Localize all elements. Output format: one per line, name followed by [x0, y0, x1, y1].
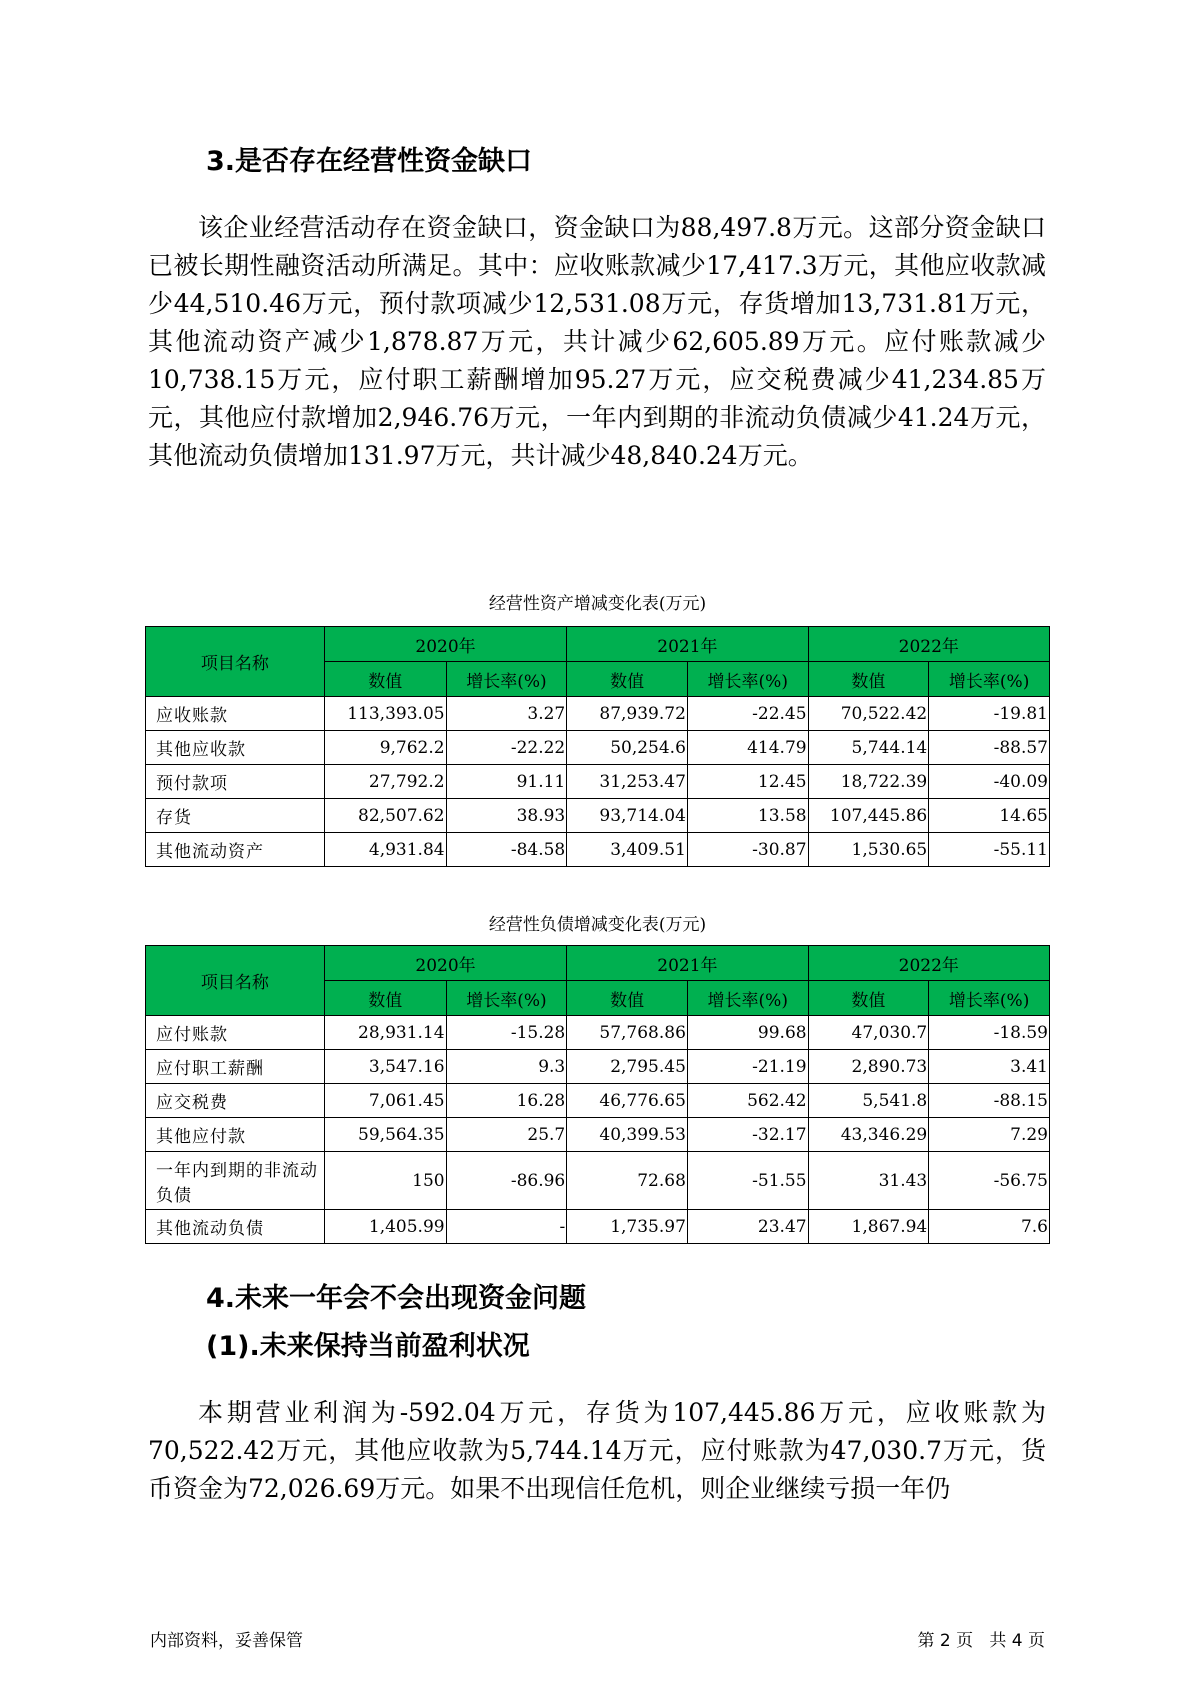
row-label: 应付账款	[146, 1016, 325, 1050]
liabilities-table-caption: 经营性负债增减变化表(万元)	[488, 915, 707, 935]
value-header: 数值	[567, 981, 688, 1016]
row-label: 其他应付款	[146, 1118, 325, 1152]
growth-cell: 91.11	[446, 765, 567, 799]
value-cell: 40,399.53	[567, 1118, 688, 1152]
row-label: 应交税费	[146, 1084, 325, 1118]
value-cell: 72.68	[567, 1152, 688, 1210]
value-cell: 5,541.8	[808, 1084, 929, 1118]
growth-cell: 562.42	[687, 1084, 808, 1118]
value-cell: 2,795.45	[567, 1050, 688, 1084]
growth-cell: -51.55	[687, 1152, 808, 1210]
growth-cell: -88.15	[929, 1084, 1050, 1118]
page-prefix: 第	[917, 1631, 935, 1651]
row-label: 预付款项	[146, 765, 325, 799]
value-header: 数值	[808, 662, 929, 697]
growth-header: 增长率(%)	[687, 662, 808, 697]
row-label: 应收账款	[146, 697, 325, 731]
value-cell: 107,445.86	[808, 799, 929, 833]
row-label: 其他流动负债	[146, 1210, 325, 1244]
value-cell: 27,792.2	[324, 765, 446, 799]
year-header: 2021年	[567, 946, 808, 981]
value-cell: 43,346.29	[808, 1118, 929, 1152]
growth-cell: -40.09	[929, 765, 1050, 799]
value-cell: 150	[324, 1152, 446, 1210]
growth-cell: 3.27	[446, 697, 567, 731]
section-4-subheading: (1).未来保持当前盈利状况	[206, 1331, 530, 1362]
growth-cell: -22.22	[446, 731, 567, 765]
value-cell: 93,714.04	[567, 799, 688, 833]
growth-cell: 7.29	[929, 1118, 1050, 1152]
growth-cell: 9.3	[446, 1050, 567, 1084]
table-row	[146, 1084, 1050, 1118]
assets-table-caption: 经营性资产增减变化表(万元)	[488, 594, 707, 614]
value-cell: 50,254.6	[567, 731, 688, 765]
year-header: 2022年	[808, 946, 1049, 981]
section-4-heading: 4.未来一年会不会出现资金问题	[206, 1283, 587, 1314]
page-suffix: 页	[1028, 1631, 1045, 1651]
growth-cell: -18.59	[929, 1016, 1050, 1050]
value-cell: 18,722.39	[808, 765, 929, 799]
table-header-row	[146, 627, 1050, 662]
growth-cell: -30.87	[687, 833, 808, 867]
growth-cell: -86.96	[446, 1152, 567, 1210]
growth-header: 增长率(%)	[446, 662, 567, 697]
section-4-paragraph: 本期营业利润为-592.04万元，存货为107,445.86万元，应收账款为70,522.42万元，其他应收款为5,744.14万元，应付账款为47,030.7万元，货币资金为72,026.69万元。如果不出现信任危机，则企业继续亏损一年仍	[148, 1398, 1046, 1503]
table-row	[146, 697, 1050, 731]
value-cell: 3,409.51	[567, 833, 688, 867]
growth-cell: 99.68	[687, 1016, 808, 1050]
page-mid: 页 共	[956, 1631, 1007, 1651]
value-header: 数值	[324, 662, 446, 697]
value-cell: 3,547.16	[324, 1050, 446, 1084]
growth-cell: -19.81	[929, 697, 1050, 731]
growth-cell: 38.93	[446, 799, 567, 833]
value-cell: 5,744.14	[808, 731, 929, 765]
table-row	[146, 799, 1050, 833]
year-header: 2020年	[324, 946, 566, 981]
growth-header: 增长率(%)	[687, 981, 808, 1016]
growth-cell: -32.17	[687, 1118, 808, 1152]
page-total: 4	[1011, 1631, 1023, 1651]
footer-confidential-note: 内部资料，妥善保管	[150, 1631, 303, 1651]
growth-cell: -15.28	[446, 1016, 567, 1050]
value-cell: 1,735.97	[567, 1210, 688, 1244]
section-3-heading: 3.是否存在经营性资金缺口	[206, 146, 533, 177]
value-cell: 4,931.84	[324, 833, 446, 867]
value-cell: 46,776.65	[567, 1084, 688, 1118]
item-name-header: 项目名称	[146, 946, 325, 1016]
operating-liabilities-table	[145, 945, 1050, 1244]
row-label: 一年内到期的非流动负债	[146, 1152, 325, 1210]
growth-cell: 14.65	[929, 799, 1050, 833]
growth-cell: -21.19	[687, 1050, 808, 1084]
value-cell: 31,253.47	[567, 765, 688, 799]
growth-cell: 3.41	[929, 1050, 1050, 1084]
growth-cell: 414.79	[687, 731, 808, 765]
value-cell: 87,939.72	[567, 697, 688, 731]
row-label: 应付职工薪酬	[146, 1050, 325, 1084]
table-row	[146, 731, 1050, 765]
growth-header: 增长率(%)	[446, 981, 567, 1016]
growth-cell: 16.28	[446, 1084, 567, 1118]
value-header: 数值	[324, 981, 446, 1016]
value-cell: 1,405.99	[324, 1210, 446, 1244]
table-row	[146, 833, 1050, 867]
growth-cell: -22.45	[687, 697, 808, 731]
year-header: 2022年	[808, 627, 1049, 662]
year-header: 2020年	[324, 627, 566, 662]
growth-header: 增长率(%)	[929, 662, 1050, 697]
growth-cell: -55.11	[929, 833, 1050, 867]
growth-header: 增长率(%)	[929, 981, 1050, 1016]
value-cell: 2,890.73	[808, 1050, 929, 1084]
table-row	[146, 1152, 1050, 1210]
section-3-paragraph: 该企业经营活动存在资金缺口，资金缺口为88,497.8万元。这部分资金缺口已被长期性融资活动所满足。其中：应收账款减少17,417.3万元，其他应收款减少44,510.46万元，预付款项减少12,531.08万元，存货增加13,731.81万元，其他流动资产减少1,878.87万元，共计减少62,605.89万元。应付账款减少10,738.15万元，应付职工薪酬增加95.27万元，应交税费减少41,234.85万元，其他应付款增加2,946.76万元，一年内到期的非流动负债减少41.24万元，其他流动负债增加131.97万元，共计减少48,840.24万元。	[148, 213, 1046, 470]
growth-cell: 7.6	[929, 1210, 1050, 1244]
value-cell: 1,867.94	[808, 1210, 929, 1244]
value-cell: 28,931.14	[324, 1016, 446, 1050]
value-cell: 113,393.05	[324, 697, 446, 731]
table-row	[146, 1016, 1050, 1050]
operating-assets-table	[145, 626, 1050, 867]
value-cell: 82,507.62	[324, 799, 446, 833]
table-row	[146, 1118, 1050, 1152]
value-cell: 47,030.7	[808, 1016, 929, 1050]
growth-cell: 23.47	[687, 1210, 808, 1244]
table-row	[146, 1050, 1050, 1084]
growth-cell: 13.58	[687, 799, 808, 833]
value-cell: 7,061.45	[324, 1084, 446, 1118]
value-cell: 70,522.42	[808, 697, 929, 731]
table-header-row	[146, 946, 1050, 981]
table-row	[146, 765, 1050, 799]
table-row	[146, 1210, 1050, 1244]
value-cell: 57,768.86	[567, 1016, 688, 1050]
footer-page-number	[918, 1630, 1046, 1652]
growth-cell: -88.57	[929, 731, 1050, 765]
growth-cell: -	[446, 1210, 567, 1244]
page-current: 2	[939, 1631, 951, 1651]
row-label: 其他流动资产	[146, 833, 325, 867]
growth-cell: 12.45	[687, 765, 808, 799]
growth-cell: 25.7	[446, 1118, 567, 1152]
value-cell: 9,762.2	[324, 731, 446, 765]
item-name-header: 项目名称	[146, 627, 325, 697]
value-cell: 31.43	[808, 1152, 929, 1210]
row-label: 其他应收款	[146, 731, 325, 765]
growth-cell: -56.75	[929, 1152, 1050, 1210]
year-header: 2021年	[567, 627, 808, 662]
value-cell: 59,564.35	[324, 1118, 446, 1152]
value-header: 数值	[808, 981, 929, 1016]
value-cell: 1,530.65	[808, 833, 929, 867]
row-label: 存货	[146, 799, 325, 833]
growth-cell: -84.58	[446, 833, 567, 867]
value-header: 数值	[567, 662, 688, 697]
